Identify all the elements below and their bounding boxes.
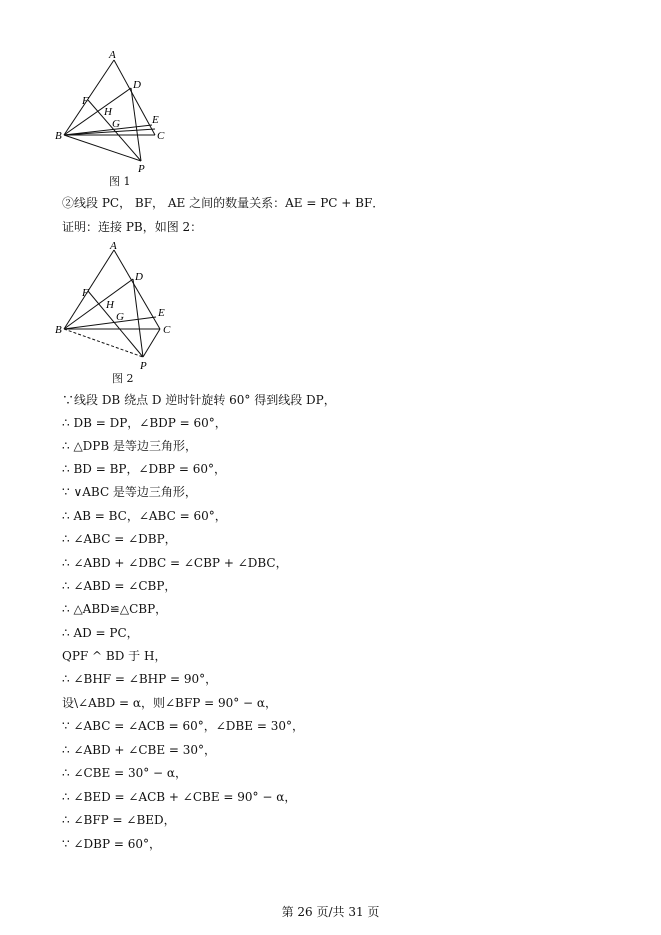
text-line: 设\∠ABD = α，则∠BFP = 90° − α， xyxy=(62,696,278,710)
fig1-label-p: P xyxy=(138,163,145,175)
figure-1-diagram xyxy=(55,48,175,178)
text-line: ∵线段 DB 绕点 D 逆时针旋转 60° 得到线段 DP， xyxy=(62,393,336,407)
figure-2-diagram xyxy=(55,240,180,375)
text-line: ∵ ∨ABC 是等边三角形， xyxy=(62,485,197,499)
text-line: ∴ ∠ABD + ∠CBE = 30°， xyxy=(62,743,217,757)
text-line: ∴ ∠ABC = ∠DBP， xyxy=(62,532,177,546)
text-line: 证明：连接 PB，如图 2： xyxy=(62,220,203,234)
text-line: ∴ △ABD≌△CBP， xyxy=(62,602,168,616)
text-line: ∴ ∠CBE = 30° − α， xyxy=(62,766,188,780)
text-line: ②线段 PC， BF， AE 之间的数量关系：AE = PC + BF． xyxy=(62,196,385,210)
fig2-label-p: P xyxy=(140,360,147,372)
text-line: ∴ AD = PC， xyxy=(62,626,139,640)
text-line: ∴ ∠ABD = ∠CBP， xyxy=(62,579,177,593)
text-line: ∵ ∠DBP = 60°， xyxy=(62,837,161,851)
text-line: ∵ ∠ABC = ∠ACB = 60°，∠DBE = 30°， xyxy=(62,719,304,733)
fig1-label-g: G xyxy=(112,118,120,130)
fig1-label-b: B xyxy=(55,130,62,142)
fig1-label-c: C xyxy=(157,130,165,142)
fig2-label-d: D xyxy=(135,271,143,283)
fig1-label-d: D xyxy=(133,79,141,91)
text-line: ∴ ∠ABD + ∠DBC = ∠CBP + ∠DBC， xyxy=(62,556,288,570)
text-line: ∴ AB = BC，∠ABC = 60°， xyxy=(62,509,227,523)
fig2-label-c: C xyxy=(163,324,171,336)
fig2-label-g: G xyxy=(116,311,124,323)
fig1-label-e: E xyxy=(152,114,159,126)
fig2-label-h: H xyxy=(106,299,114,311)
fig1-label-f: F xyxy=(82,95,89,107)
text-line: ∴ △DPB 是等边三角形， xyxy=(62,439,198,453)
text-line: ∴ ∠BHF = ∠BHP = 90°， xyxy=(62,672,218,686)
figure-1-caption: 图 1 xyxy=(109,175,131,188)
fig2-label-a: A xyxy=(110,240,117,252)
text-line: ∴ ∠BED = ∠ACB + ∠CBE = 90° − α， xyxy=(62,790,297,804)
page-footer: 第 26 页/共 31 页 xyxy=(281,905,380,919)
text-line: QPF ^ BD 于 H， xyxy=(62,649,167,663)
fig1-label-h: H xyxy=(104,106,112,118)
fig2-label-f: F xyxy=(82,287,89,299)
fig2-label-b: B xyxy=(55,324,62,336)
fig2-label-e: E xyxy=(158,307,165,319)
fig1-label-a: A xyxy=(109,49,116,61)
figure-2-caption: 图 2 xyxy=(112,372,134,385)
text-line: ∴ DB = DP，∠BDP = 60°， xyxy=(62,416,227,430)
text-line: ∴ BD = BP，∠DBP = 60°， xyxy=(62,462,226,476)
text-line: ∴ ∠BFP = ∠BED， xyxy=(62,813,176,827)
